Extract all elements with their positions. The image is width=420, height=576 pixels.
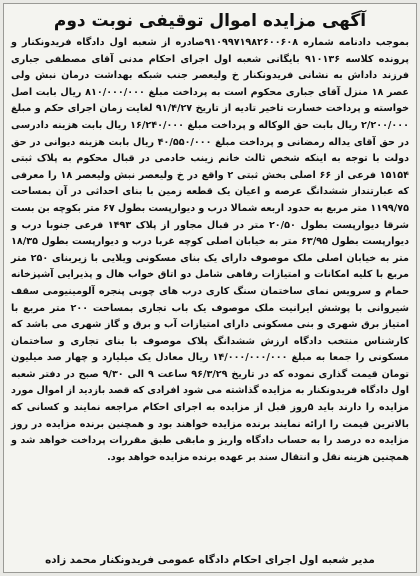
auction-notice: [3, 3, 417, 573]
notice-body: بموجب دادنامه شماره ۹۱۰۹۹۷۱۹۸۲۶۰۰۶۰۸صادره از شعبه اول دادگاه فریدونکنار و پرونده کلاسه ۹۱۰۱۳۶ بایگانی شعبه اول اجرای احکام مدنی آقای مصطفی جباری فرزند داداش به نشانی فریدونکنار خ ولیعصر جنب شبکه بهداشت درمان نبش ولی عصر ۱۸ منزل آقای جباری محکوم است به پرداخت مبلغ ۸۱۰/۰۰۰/۰۰۰ ریال بابت اصل خواسته و پرداخت خسارت تاخیر تادیه از تاریخ ۹۱/۴/۲۷ لغایت زمان اجرای حکم و مبلغ ۲/۲۰۰/۰۰۰ ریال بابت حق الوکاله و پرداخت مبلغ ۱۶/۲۴۰/۰۰۰ ریال بابت هزینه دادرسی در حق آقای یداله رمضانی و پرداخت مبلغ ۴۰/۵۵۰/۰۰۰ ریال بابت هزینه دیوانی در حق دولت با توجه به اینکه شخص ثالث خانم زینب خادمی در قبال محکوم به پلاک ثبتی ۱۵۱۵۴ فرعی از ۶۶ اصلی بخش ثبتی ۲ واقع در خ ولیعصر نبش ولیعصر ۱۸ را معرفی که عبارتنداز ششدانگ عرصه و اعیان یک قطعه زمین با بنای احداثی در آن بمساحت ۱۱۹۹/۷۵ متر مربع به حدود اربعه شمالا درب و دیوارپست بطول ۶۷ متر بکوچه بن بست شرقا دیوارپست بطول ۲۰/۵۰ متر در قبال مجاور از پلاک ۱۴۹۳ فرعی جنوبا درب و دیوارپست بطول ۶۳/۹۵ متر به خیابان اصلی کوچه غربا درب و دیوارپست بطول ۱۸/۳۵ متر به خیابان اصلی ملک موصوف دارای یک بنای مسکونی ویلایی با زیربنای ۲۵۰ متر مربع با کلیه امکانات و امتیازات رفاهی شامل دو اتاق خواب هال و پذیرایی آشپزخانه حمام و سرویس نمای ساختمان سنگ کاری درب های چوبی پنجره آلومینیومی سقف شیروانی با پوشش ایرانیت ملک موصوف یک باب تجاری بمساحت ۲۰۰ متر مربع با امتیاز برق شهری و بنی مسکونی دارای امتیازات آب و برق و گاز شهری می باشد که کارشناس منتخب دادگاه ارزش ششدانگ پلاک موصوف با بنای تجاری و ساختمان مسکونی را جمعا به مبلغ ۱۴/۰۰۰/۰۰۰/۰۰۰ ریال معادل یک میلیارد و چهار صد میلیون تومان قیمت گذاری نموده که در تاریخ ۹۶/۳/۲۹ ساعت ۹ الی ۹/۳۰ صبح در دفتر شعبه اول دادگاه فریدونکنار به مزایده گذاشته می شود افرادی که قصد بازدید از اموال مورد مزایده را دارند باید ۵روز قبل از مزایده به اجرای احکام مراجعه نمایند و کسانی که بالاترین قیمت را ارائه نمایند برنده مزایده خواهند بود و همچنین برنده مزایده در روز مزایده ده درصد را به حساب دادگاه واریز و مابقی طبق مقررات پرداخت خواهد شد و همچنین هزینه نقل و انتقال سند بر عهده برنده مزایده خواهد بود.: [11, 37, 409, 463]
notice-signature: مدیر شعبه اول اجرای احکام دادگاه عمومی فریدونکنار محمد زاده: [45, 554, 375, 566]
notice-title: آگهی مزایده اموال توقیفی نوبت دوم: [53, 11, 367, 31]
